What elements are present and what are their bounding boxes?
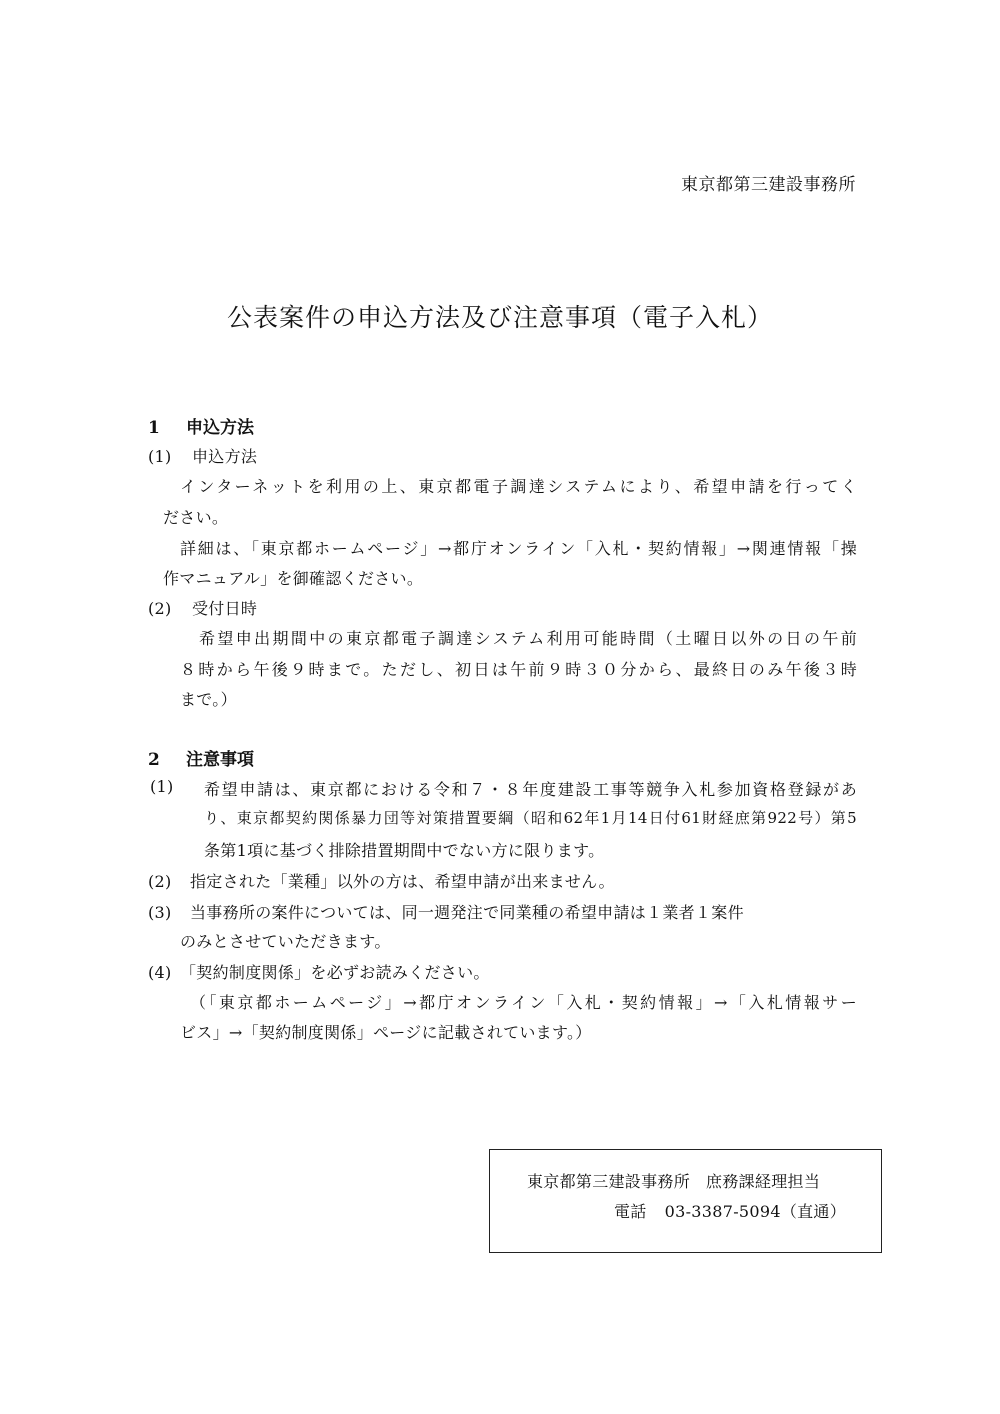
section-1-sub-1-line-2: ださい。: [163, 508, 229, 527]
section-2-item-2-number: (2): [148, 872, 172, 891]
section-1-sub-2-heading: [148, 596, 257, 619]
contact-phone-label: 電話: [614, 1202, 647, 1221]
contact-phone-number: 03-3387-5094: [664, 1202, 781, 1221]
section-1-sub-2-number: (2): [148, 599, 172, 618]
section-1-sub-2-line-3: まで。）: [180, 690, 237, 709]
document-title: 公表案件の申込方法及び注意事項（電子入札）: [226, 303, 773, 332]
contact-phone-line: [614, 1199, 846, 1222]
section-2-item-1-line-1: 希望申請は、東京都における令和７・８年度建設工事等競争入札参加資格登録があ: [204, 780, 857, 799]
contact-phone-note: （直通）: [780, 1202, 847, 1221]
section-1-sub-1-line-1: インターネットを利用の上、東京都電子調達システムにより、希望申請を行ってく: [180, 477, 857, 496]
contact-office: 東京都第三建設事務所: [527, 1172, 691, 1191]
section-1-sub-2-line-2: ８時から午後９時まで。ただし、初日は午前９時３０分から、最終日のみ午後３時: [180, 660, 857, 679]
section-2-item-4: [148, 960, 490, 983]
section-2-item-1-line-3: 条第1項に基づく排除措置期間中でない方に限ります。: [204, 841, 605, 860]
section-2-item-1-line-2: り、東京都契約関係暴力団等対策措置要綱（昭和62年1月14日付61財経庶第922号）第5: [204, 809, 857, 827]
section-2-item-2: [148, 869, 615, 892]
section-1-sub-1-title: 申込方法: [192, 447, 258, 466]
section-1-heading: [148, 413, 254, 438]
section-2-item-4-line-1: 「契約制度関係」を必ずお読みください。: [180, 963, 490, 982]
section-2-item-4-line-3: ビス」→「契約制度関係」ページに記載されています。）: [180, 1023, 592, 1042]
section-1-sub-1-heading: [148, 444, 257, 467]
section-1-number: 1: [148, 418, 160, 438]
section-1-sub-1-number: (1): [148, 447, 172, 466]
section-2-item-1-number: (1): [150, 777, 174, 796]
section-2-item-4-line-2: （「東京都ホームページ」→都庁オンライン「入札・契約情報」→「入札情報サー: [190, 993, 857, 1012]
section-2-heading: [148, 745, 254, 770]
section-1-sub-2-title: 受付日時: [192, 599, 258, 618]
section-2-item-3-line-2: のみとさせていただきます。: [180, 932, 391, 951]
contact-division: 庶務課経理担当: [706, 1172, 821, 1191]
section-2-title: 注意事項: [186, 750, 254, 770]
section-2-item-4-number: (4): [148, 963, 172, 982]
section-2-item-3: [148, 900, 744, 923]
section-1-title: 申込方法: [186, 418, 254, 438]
contact-office-line: [527, 1169, 820, 1192]
section-2-number: 2: [148, 750, 160, 770]
section-1-sub-2-line-1: 希望申出期間中の東京都電子調達システム利用可能時間（土曜日以外の日の午前: [199, 629, 857, 648]
section-1-sub-1-line-4: 作マニュアル」を御確認ください。: [163, 569, 424, 588]
section-2-item-3-line-1: 当事務所の案件については、同一週発注で同業種の希望申請は１業者１案件: [190, 903, 744, 922]
contact-box: [489, 1149, 882, 1253]
section-2-item-3-number: (3): [148, 903, 172, 922]
section-2-item-2-line-1: 指定された「業種」以外の方は、希望申請が出来ません。: [190, 872, 615, 891]
section-1-sub-1-line-3: 詳細は、「東京都ホームページ」→都庁オンライン「入札・契約情報」→関連情報「操: [180, 539, 857, 558]
issuing-organization: 東京都第三建設事務所: [681, 175, 856, 195]
